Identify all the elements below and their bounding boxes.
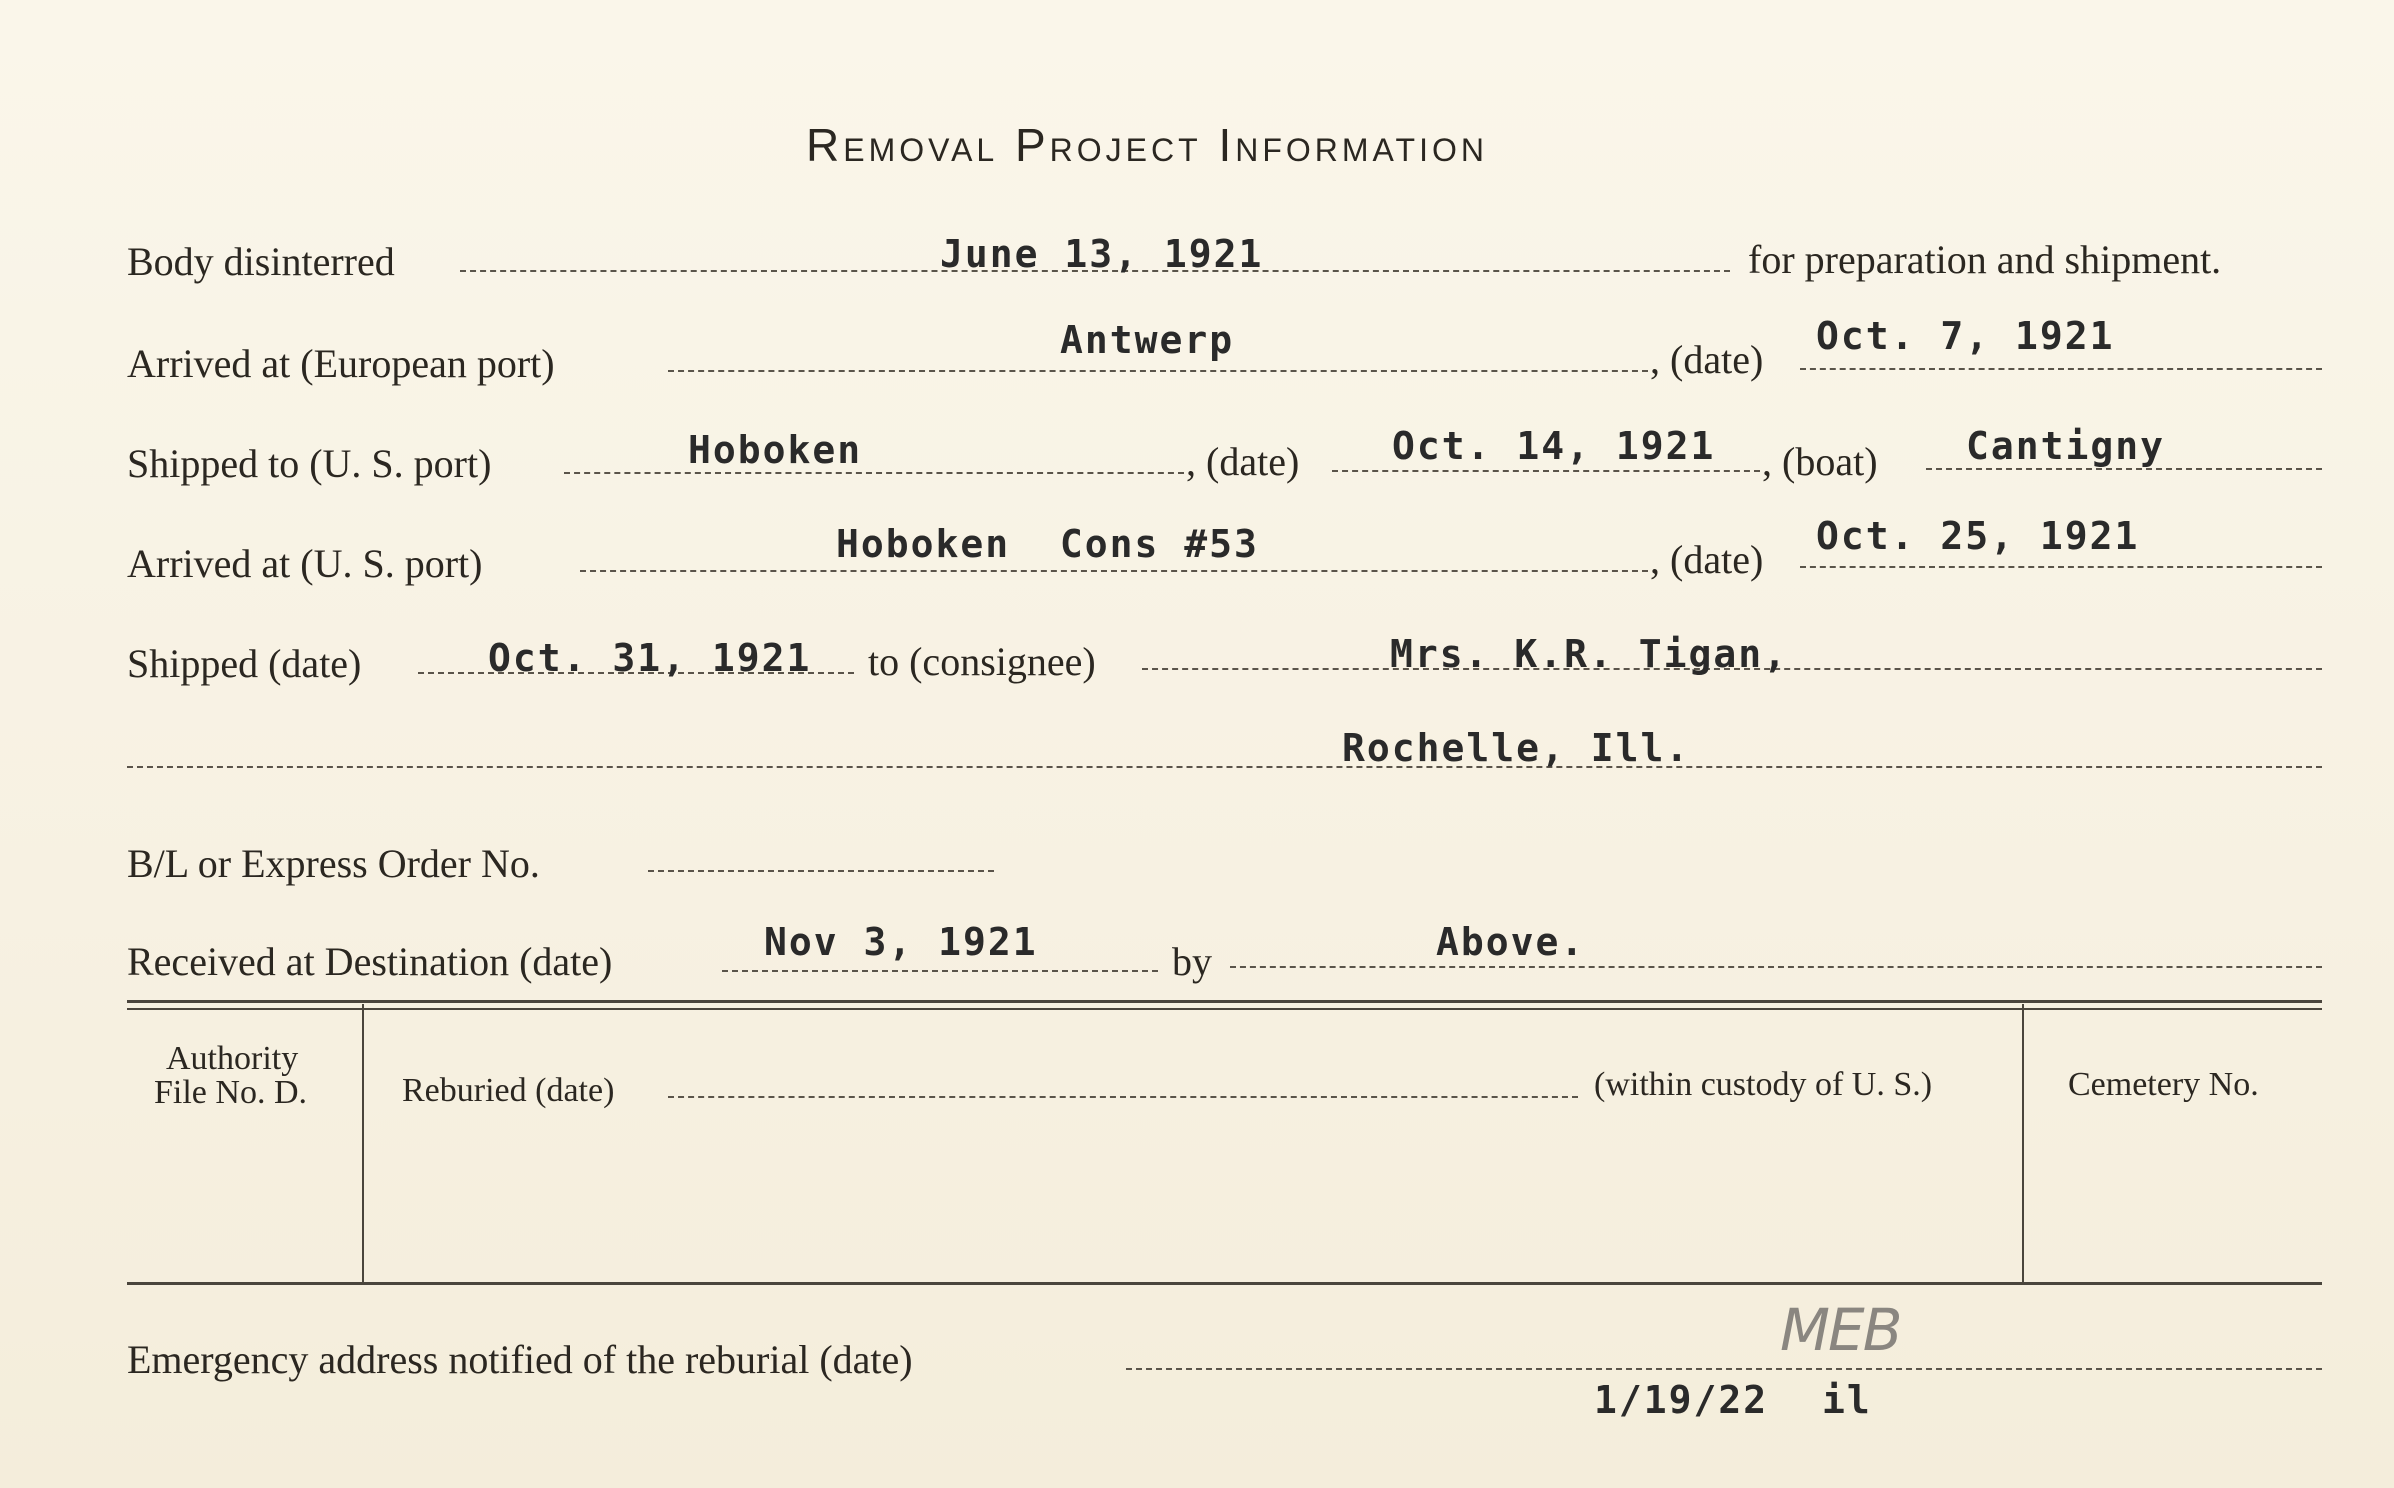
body-disinterred-label: Body disinterred <box>127 239 395 284</box>
bl-order-label: B/L or Express Order No. <box>127 841 540 886</box>
arrived-european-date-label: , (date) <box>1650 337 1764 382</box>
table-divider-right <box>2022 1004 2024 1282</box>
received-by-line <box>1230 966 2322 968</box>
shipped-to-label: to (consignee) <box>868 639 1096 684</box>
bl-order-line <box>648 870 994 872</box>
body-disinterred-value: June 13, 1921 <box>940 232 1264 276</box>
shipped-us-line <box>564 472 1184 474</box>
arrived-us-date-label: , (date) <box>1650 537 1764 582</box>
pencil-initials: MEB <box>1780 1296 1901 1364</box>
shipped-us-date-line <box>1332 470 1760 472</box>
received-by-label: by <box>1172 939 1212 984</box>
cemetery-label: Cemetery No. <box>2068 1066 2259 1103</box>
arrived-us-line <box>580 570 1648 572</box>
table-top-rule-2 <box>127 1008 2322 1010</box>
received-date: Nov 3, 1921 <box>764 920 1038 964</box>
arrived-european-line <box>668 370 1648 372</box>
body-disinterred-suffix: for preparation and shipment. <box>1748 237 2222 282</box>
shipped-date: Oct. 31, 1921 <box>488 636 812 680</box>
shipped-us-date-label: , (date) <box>1186 439 1300 484</box>
arrived-us-date-line <box>1800 566 2322 568</box>
arrived-european-value: Antwerp <box>1060 318 1235 362</box>
custody-label: (within custody of U. S.) <box>1594 1066 1933 1103</box>
received-date-line <box>722 970 1158 972</box>
emergency-date: 1/19/22 <box>1594 1378 1769 1422</box>
shipped-us-date: Oct. 14, 1921 <box>1392 424 1716 468</box>
consignee-line-2 <box>127 766 2322 768</box>
arrived-us-value: Hoboken Cons #53 <box>836 522 1259 566</box>
shipped-us-label: Shipped to (U. S. port) <box>127 441 492 486</box>
received-by: Above. <box>1436 920 1586 964</box>
arrived-us-date: Oct. 25, 1921 <box>1816 514 2140 558</box>
shipped-us-boat-label: , (boat) <box>1762 439 1878 484</box>
shipped-us-boat-line <box>1926 468 2322 470</box>
received-label: Received at Destination (date) <box>127 939 613 984</box>
reburied-label: Reburied (date) <box>402 1072 615 1109</box>
arrived-european-date: Oct. 7, 1921 <box>1816 314 2115 358</box>
reburied-line <box>668 1096 1578 1098</box>
consignee-address: Rochelle, Ill. <box>1342 726 1691 770</box>
table-divider-left <box>362 1004 364 1282</box>
emergency-initials: il <box>1822 1378 1872 1422</box>
authority-label-2: File No. D. <box>154 1074 307 1111</box>
table-top-rule <box>127 1000 2322 1003</box>
arrived-european-label: Arrived at (European port) <box>127 341 555 386</box>
emergency-label: Emergency address notified of the reburial (date) <box>127 1337 913 1382</box>
page-title: Removal Project Information <box>806 119 1488 171</box>
shipped-date-label: Shipped (date) <box>127 641 362 686</box>
authority-label-1: Authority <box>166 1040 299 1077</box>
shipped-us-value: Hoboken <box>688 428 863 472</box>
arrived-european-date-line <box>1800 368 2322 370</box>
arrived-us-label: Arrived at (U. S. port) <box>127 541 483 586</box>
emergency-line <box>1126 1368 2322 1370</box>
shipped-us-boat: Cantigny <box>1966 424 2166 468</box>
table-bottom-rule <box>127 1282 2322 1285</box>
consignee-name: Mrs. K.R. Tigan, <box>1390 632 1789 676</box>
